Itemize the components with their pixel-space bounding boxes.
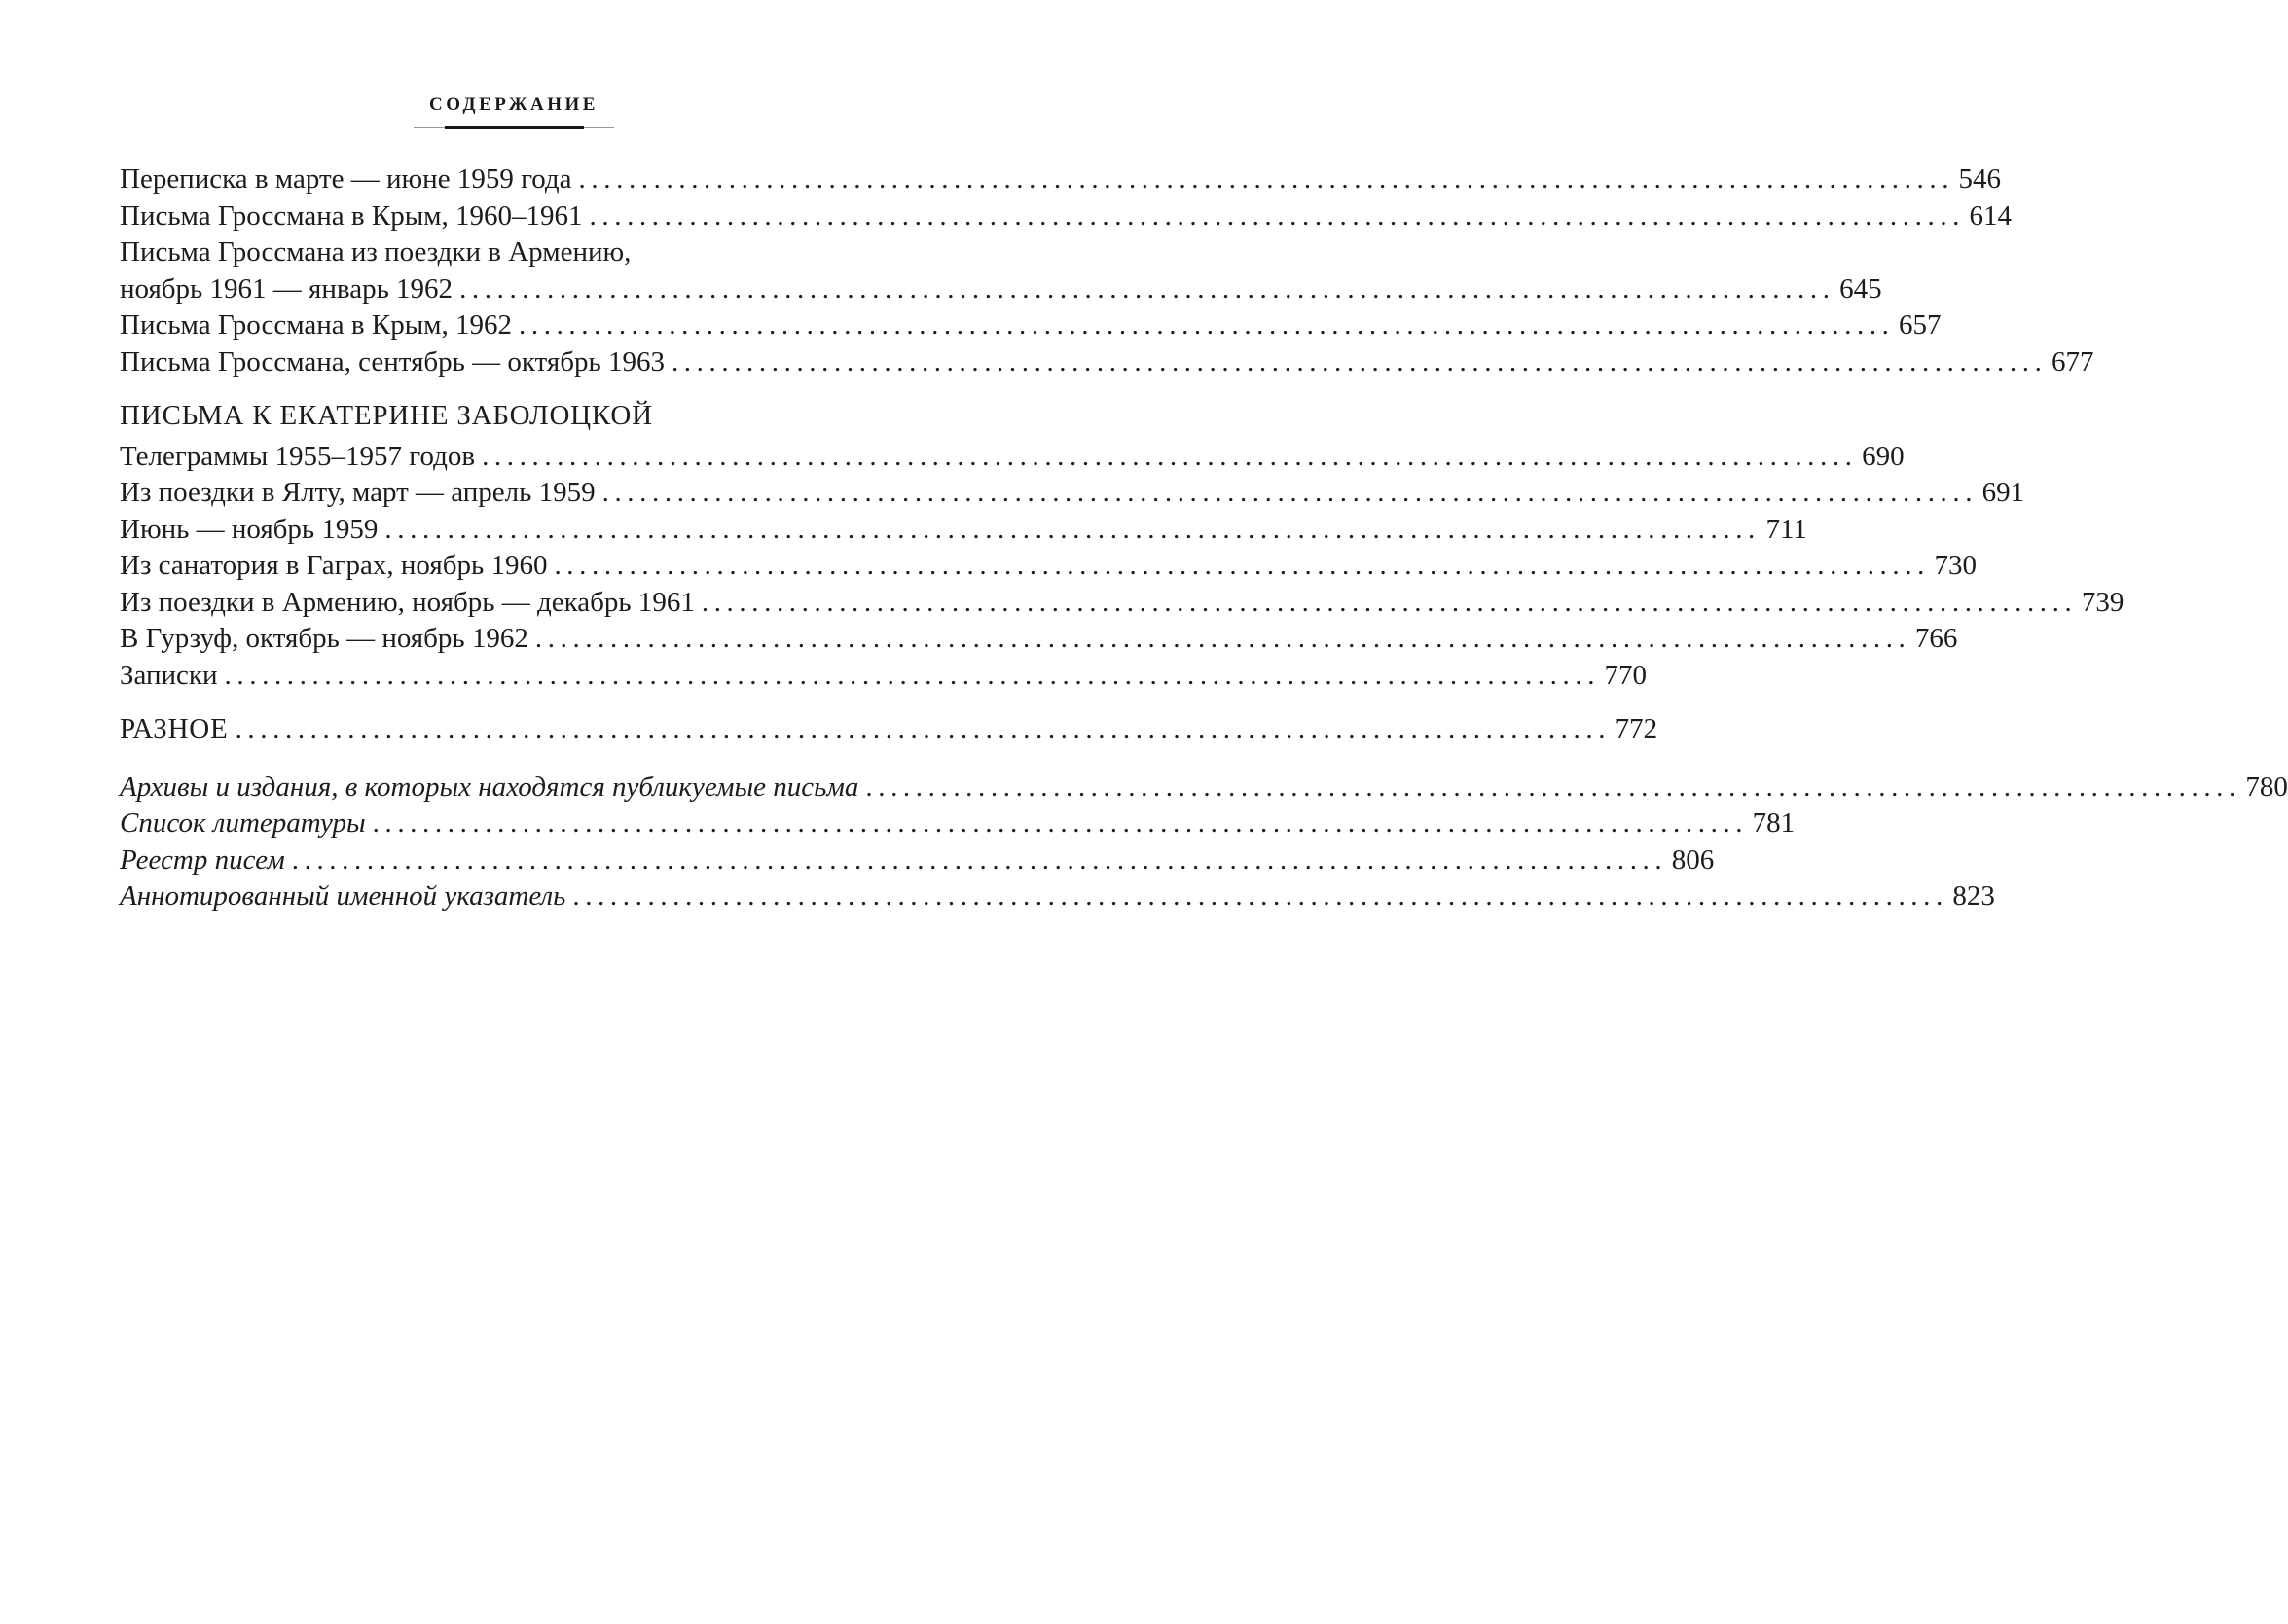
toc-entry-first-line [120, 235, 908, 271]
toc-entry-title: ноябрь 1961 — январь 1962 [120, 272, 454, 305]
toc-entry [120, 162, 2002, 198]
toc-entry-title: Письма Гроссмана, сентябрь — октябрь 1963 [120, 345, 665, 378]
toc-entry-page: 781 [1752, 808, 1796, 839]
toc-entry [120, 621, 1958, 658]
dot-leader [459, 271, 1835, 308]
section-heading [120, 398, 908, 435]
dot-leader [236, 711, 1612, 748]
toc-entry-page: 780 [2245, 771, 2288, 803]
toc-entry [120, 344, 2094, 381]
toc-entry-page: 657 [1899, 309, 1942, 341]
toc-entry-page: 690 [1862, 440, 1905, 472]
dot-leader [225, 658, 1601, 695]
toc-entry-page: 806 [1671, 844, 1715, 876]
toc-entry [120, 439, 1905, 476]
toc-appendix-section [120, 770, 2288, 916]
toc-entry-title: РАЗНОЕ [120, 713, 229, 744]
toc-entry [120, 806, 1796, 843]
toc-content [120, 0, 2288, 916]
toc-entry-title: Реестр писем [120, 844, 285, 876]
toc-entry-title: Архивы и издания, в которых находятся публикуемые письма [120, 771, 859, 803]
toc-entry-title: Письма Гроссмана в Крым, 1960–1961 [120, 199, 583, 232]
toc-entry [120, 475, 2025, 512]
dot-leader [384, 512, 1761, 549]
toc-entry [120, 548, 1977, 585]
toc-entry-page: 677 [2051, 345, 2094, 378]
toc-entry-page: 739 [2081, 586, 2125, 618]
toc-entry-title: Из поездки в Ялту, март — апрель 1959 [120, 477, 596, 508]
toc-entry-title: Переписка в марте — июне 1959 года [120, 163, 572, 195]
dot-leader [602, 475, 1979, 512]
dot-leader [482, 439, 1858, 476]
toc-entry [120, 585, 2125, 622]
page-header [120, 94, 908, 116]
toc-entry-title: В Гурзуф, октябрь — ноябрь 1962 [120, 623, 528, 654]
dot-leader [672, 344, 2048, 381]
header-rule [414, 126, 614, 130]
dot-leader [373, 806, 1749, 843]
toc-entry-page: 772 [1615, 713, 1658, 744]
section-heading-text: ПИСЬМА К ЕКАТЕРИНЕ ЗАБОЛОЦКОЙ [120, 400, 653, 431]
toc-entry [120, 198, 2013, 235]
toc-entry-title: Июнь — ноябрь 1959 [120, 513, 379, 545]
toc-entry-title: Письма Гроссмана из поездки в Армению, [120, 236, 632, 268]
toc-entry-page: 730 [1934, 550, 1977, 581]
toc-entry [120, 770, 2288, 807]
toc-entry-title: Телеграммы 1955–1957 годов [120, 440, 476, 472]
toc-entry-page: 766 [1914, 623, 1958, 654]
toc-entry-page: 691 [1981, 477, 2025, 508]
toc-entry-page: 614 [1969, 199, 2013, 232]
toc-entry-page: 546 [1958, 163, 2002, 195]
dot-leader [579, 162, 1955, 198]
table-of-contents [120, 162, 2288, 916]
dot-leader [865, 770, 2241, 807]
toc-entry-title: Из поездки в Армению, ноябрь — декабрь 1961 [120, 586, 695, 618]
header-rule-thick-line [445, 126, 584, 129]
dot-leader [590, 198, 1966, 235]
dot-leader [554, 548, 1930, 585]
toc-entry [120, 307, 1942, 344]
toc-entry [120, 512, 1807, 549]
toc-entry-title: Из санатория в Гаграх, ноябрь 1960 [120, 550, 548, 581]
dot-leader [702, 585, 2078, 622]
toc-entry-title: Аннотированный именной указатель [120, 881, 566, 912]
dot-leader [572, 879, 1948, 916]
dot-leader [519, 307, 1895, 344]
page-title: СОДЕРЖАНИЕ [429, 94, 599, 115]
toc-entry-continuation [120, 271, 1882, 308]
dot-leader [292, 843, 1668, 880]
toc-entry-title: Список литературы [120, 808, 366, 839]
toc-entry-page: 711 [1765, 513, 1807, 545]
toc-entry [120, 658, 1648, 695]
toc-entry [120, 879, 1995, 916]
toc-entry-page: 645 [1839, 272, 1882, 305]
toc-entry-raznoe [120, 711, 1658, 748]
toc-entry-page: 770 [1604, 659, 1648, 691]
dot-leader [535, 621, 1911, 658]
toc-entry-title: Письма Гроссмана в Крым, 1962 [120, 309, 513, 341]
toc-entry-title: Записки [120, 659, 218, 691]
toc-entry-page: 823 [1952, 881, 1995, 912]
toc-entry [120, 843, 1715, 880]
